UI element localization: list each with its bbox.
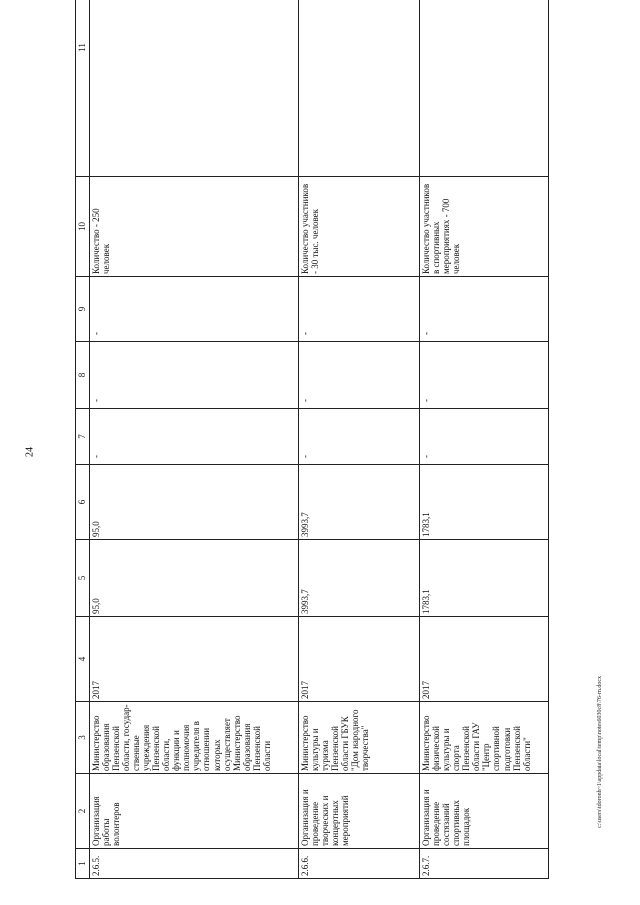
column-number: 2 [76, 774, 90, 849]
measure-name: Организация работы волонтеров [89, 774, 298, 849]
column-number: 11 [76, 0, 90, 177]
table-container [75, 19, 549, 879]
funding-total: 3993,7 [298, 540, 419, 617]
column-number: 5 [76, 540, 90, 617]
page-number: 24 [24, 447, 36, 457]
row-number: 2.6.6. [298, 849, 419, 879]
column-number: 7 [76, 409, 90, 465]
funding-total: 1783,1 [419, 540, 548, 617]
funding-col8: - [419, 342, 548, 409]
row-number: 2.6.7. [419, 849, 548, 879]
indicator: Количество участников в спортивных мероприятиях - 700 человек [419, 177, 548, 277]
indicator: Количество участников - 30 тыс. человек [298, 177, 419, 277]
column-number: 4 [76, 617, 90, 702]
year: 2017 [89, 617, 298, 702]
table-row [298, 0, 419, 879]
column-number: 8 [76, 342, 90, 409]
measure-name: Организация и проведение состязаний спортивных площадок [419, 774, 548, 849]
year: 2017 [298, 617, 419, 702]
notes [419, 0, 548, 177]
funding-col8: - [89, 342, 298, 409]
executor: Министерство культуры и туризма Пензенской области ГБУК "Дом народного творчества" [298, 702, 419, 774]
funding-col9: - [419, 277, 548, 342]
funding-col9: - [298, 277, 419, 342]
table-row [89, 0, 298, 879]
funding-regional: 95,0 [89, 465, 298, 540]
funding-regional: 1783,1 [419, 465, 548, 540]
notes [298, 0, 419, 177]
column-number: 10 [76, 177, 90, 277]
executor: Министерство образования Пензенской области, государ-ственные учреждения Пензенской области, функции и полномочия учредителя в отношении которых осуществляет Министерство образования Пензенской области [89, 702, 298, 774]
executor: Министерство физической культуры и спорта Пензенской области ГАУ "Центр спортивной подготовки Пензенской области" [419, 702, 548, 774]
table-row [419, 0, 548, 879]
indicator: Количество - 250 человек [89, 177, 298, 277]
column-number-row [76, 0, 90, 879]
funding-col7: - [298, 409, 419, 465]
measures-table [75, 0, 549, 879]
year: 2017 [419, 617, 548, 702]
measure-name: Организация и проведение творческих и концертных мероприятий [298, 774, 419, 849]
funding-total: 95,0 [89, 540, 298, 617]
funding-col8: - [298, 342, 419, 409]
column-number: 1 [76, 849, 90, 879]
column-number: 9 [76, 277, 90, 342]
file-path-footer: c:\users\tdoronh~1\appdata\local\temp\notes6030c8\76-rn.docx [597, 675, 603, 829]
funding-col7: - [89, 409, 298, 465]
row-number: 2.6.5. [89, 849, 298, 879]
funding-regional: 3993,7 [298, 465, 419, 540]
notes [89, 0, 298, 177]
column-number: 3 [76, 702, 90, 774]
funding-col7: - [419, 409, 548, 465]
column-number: 6 [76, 465, 90, 540]
funding-col9: - [89, 277, 298, 342]
